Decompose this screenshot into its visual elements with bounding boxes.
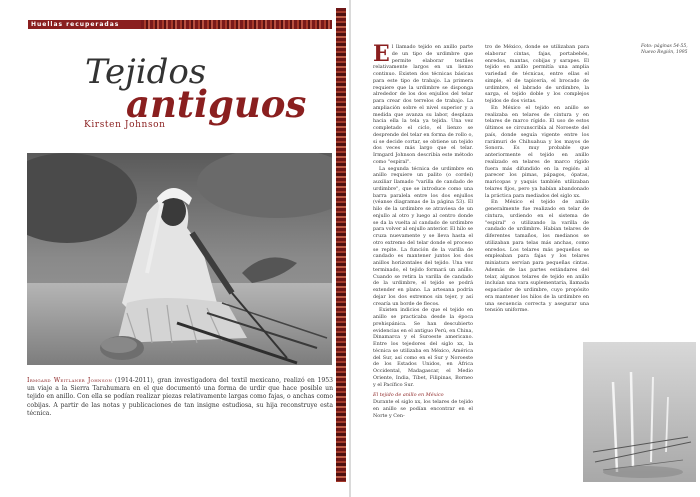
title-line-1: Tejidos: [85, 52, 207, 92]
paragraph-2: La segunda técnica de urdimbre en anillo requiere un palito (o cordel) auxiliar llamado "varilla de candado de urdimbre", que se introduce como una barra paralela entre los dos enjullos (véanse diagramas de la página 53). El hilo de la urdimbre se atraviesa de un enjullo al otro y luego al centro donde se da la vuelta al candado de urdimbre para volver al enjullo anterior. El hilo se cruza nuevamente y se lleva hasta el otro extremo del telar donde el proceso se repite. La función de la varilla de candado es mantener juntos los dos anillos horizontales del tejido. Una vez terminado, el tejido formará un anillo. Cuando se retira la varilla de candado de la urdimbre, el tejido se podrá extender en plano. La artesana podría dejar los dos extremos sin tejer, y así crearía un borde de flecos.: [373, 165, 473, 307]
paragraph-1-text: l llamado tejido en anillo parte de un tipo de urdimbre que permite elaborar textiles relativamente largos en un lienzo continuo. Existen dos técnicas básicas para este tipo de trabajo. La primera requiere que la urdimbre se disponga alrededor de los dos enjullos del telar para crear dos terrelos de trabajo. La ampliación sobre el nivel superior y a medida que avanza su labor, desplaza hacia ella la tela ya tejida. Una vez completado el ciclo, el lienzo se desprende del telar en forma de rollo o, si se decide cortar, se obtiene un tejido dos veces más largo que el telar. Irmgard Johnson describía este método como "espiral".: [373, 44, 473, 165]
paragraph-6: En México el tejido en anillo se realizaba en telares de cintura y en telares de marco rígido. El uso de estos últimos se circunscribía al Noroeste del país, donde seguía vigente entre los rarámuri de Chihuahua y los mayos de Sonora. Es muy probable que anteriormente el tejido en anillo realizado en telares de marco rígido fuera más difundido en la región: al parecer los pimas, pápagos, ópatas, maricopas y yaquis también utilizaban telares fijos, pero ya habían abandonado la práctica para mediados del siglo xx.: [485, 104, 589, 199]
subheading: El tejido de anillo en México: [373, 392, 444, 399]
caption-text: (1914-2011), gran investigadora del textil mexicano, realizó en 1953 un viaje a la Sierra Tarahumara en el que documentó una forma de urdir que hace posible un tejido en anillo. Con ella se podían realizar piezas relativamente largas como fajas, o anchas como cobijas. A partir de las notas y publicaciones de tan insigne estudiosa, su hija reconstruye esta técnica.: [27, 377, 333, 417]
decorative-textile-band-vertical: [336, 8, 346, 482]
section-tag: Huellas recuperadas: [28, 20, 141, 29]
caption-lead: Irmgard Weitlaner Johnson: [27, 377, 113, 384]
paragraph-4: Durante el siglo xx, los telares de tejido en anillo se podían encontrar en el Norte y Cen-: [373, 399, 473, 419]
photo-loom-stakes: [583, 342, 696, 482]
photo-caption: [27, 377, 333, 418]
author-byline: Kirsten Johnson: [84, 120, 166, 130]
paragraph-7: En México el tejido de anillo generalmente fue realizado en telar de cintura, urdiendo en el sistema de "espiral" o utilizando la varilla de candado de urdimbre. Habían telares de diferentes tamaños, los medianos se utilizaban para telas más anchas, como enredos. Los telares más pequeños se empleaban para fajas y los telares miniatura servían para pequeñas cintas. Además de las partes estándares del telar, algunos telares de tejido en anillo incluían una vara suplementaria, llamada espaciador de urdimbre, cuyo propósito era mantener los hilos de la urdimbre en una secuencia correcta y asegurar una tensión uniforme.: [485, 199, 589, 314]
paragraph-1: [373, 41, 473, 166]
decorative-textile-band: [141, 20, 332, 29]
drop-cap: E: [373, 41, 390, 67]
title-line-2: antiguos: [126, 82, 307, 126]
photo-credit-note: Foto: páginas 54-55, Nuevo Región, 1995: [641, 44, 688, 55]
body-column-1: [373, 41, 473, 419]
page-gutter: [349, 0, 351, 497]
paragraph-5: tro de México, donde se utilizaban para elaborar cintas, fajas, portabebés, enredos, mantas, cobijas y sarapes. El tejido en anillo permitía una amplia variedad de técnicas, entre ellas el simple, el de tapicería, el brocado de urdimbre, el labrado de urdimbre, la sarga, el tejido doble y los complejos tejidos de dos vistas.: [485, 44, 589, 104]
body-column-2: [485, 44, 589, 314]
paragraph-3: Existen indicios de que el tejido en anillo se practicaba desde la época prehispánica. Se han descubierto evidencias en el antiguo Perú, en China, Dinamarca y el Suroeste americano. Entre los tejedores del siglo xx, la técnica se utilizaba en México, América del Sur, así como en el Sur y Noroeste de los Estados Unidos, en África Occidental, Madagascar, el Medio Oriente, India, Tíbet, Filipinas, Borneo y el Pacífico Sur.: [373, 307, 473, 388]
photo-weaver: [27, 153, 332, 365]
